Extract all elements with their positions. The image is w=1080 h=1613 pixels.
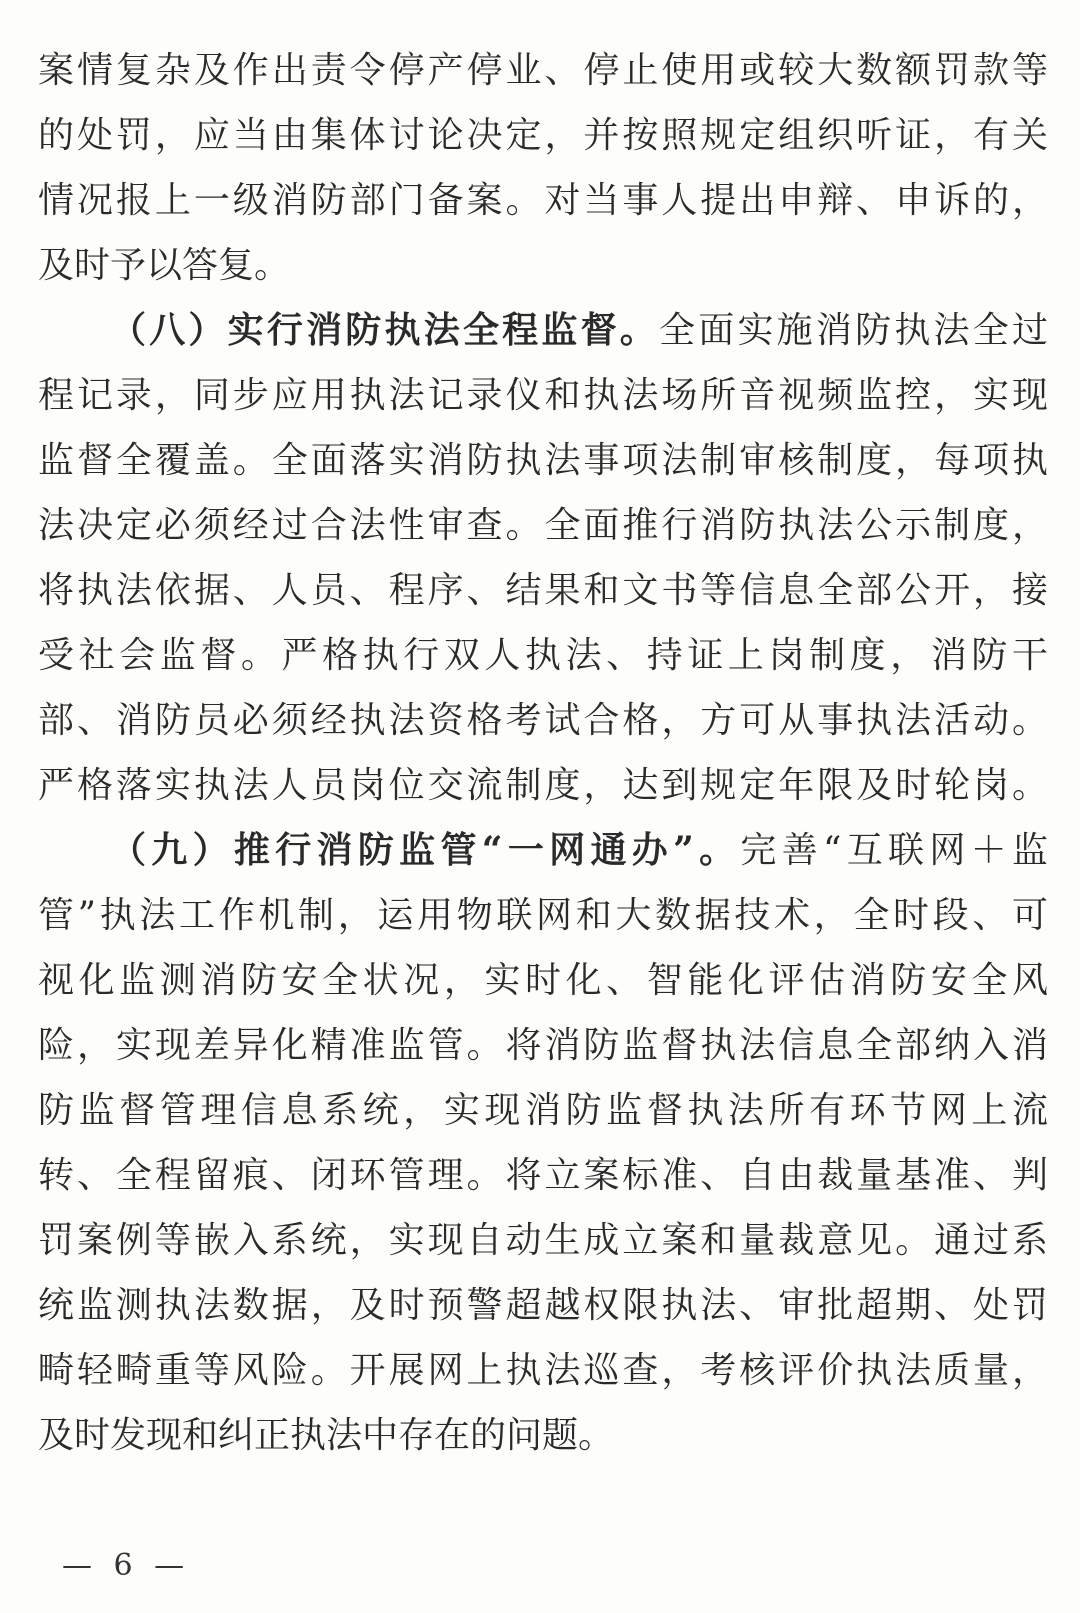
text-line (38, 363, 1048, 428)
line-text: 管”执法工作机制，运用物联网和大数据技术，全时段、可 (38, 895, 1048, 936)
line-text: 案情复杂及作出责令停产停业、停止使用或较大数额罚款等 (38, 50, 1048, 91)
line-text: 及时予以答复。 (38, 245, 291, 286)
text-line (38, 1403, 1048, 1468)
line-text: 防监督管理信息系统，实现消防监督执法所有环节网上流 (38, 1090, 1048, 1131)
text-line (38, 298, 1048, 363)
text-line (38, 1143, 1048, 1208)
line-text: 的处罚，应当由集体讨论决定，并按照规定组织听证，有关 (38, 115, 1048, 156)
text-line (38, 818, 1048, 883)
line-text: 完善“互联网＋监 (740, 830, 1048, 871)
text-line (38, 1338, 1048, 1403)
line-text: 统监测执法数据，及时预警超越权限执法、审批超期、处罚 (38, 1285, 1048, 1326)
body-text (38, 38, 1048, 1468)
line-text: 情况报上一级消防部门备案。对当事人提出申辩、申诉的， (38, 180, 1048, 221)
text-line (38, 1208, 1048, 1273)
section-heading: （八）实行消防执法全程监督。 (110, 309, 660, 351)
text-line (38, 233, 1048, 298)
line-text: 险，实现差异化精准监管。将消防监督执法信息全部纳入消 (38, 1025, 1048, 1066)
text-line (38, 688, 1048, 753)
text-line (38, 948, 1048, 1013)
text-line (38, 883, 1048, 948)
line-text: 将执法依据、人员、程序、结果和文书等信息全部公开，接 (38, 570, 1048, 611)
text-line (38, 1013, 1048, 1078)
line-text: 程记录，同步应用执法记录仪和执法场所音视频监控，实现 (38, 375, 1048, 416)
text-line (38, 1078, 1048, 1143)
line-text: 及时发现和纠正执法中存在的问题。 (38, 1415, 615, 1456)
section-heading: （九）推行消防监管“一网通办”。 (110, 829, 741, 871)
line-text: 严格落实执法人员岗位交流制度，达到规定年限及时轮岗。 (38, 765, 1048, 806)
text-line (38, 753, 1048, 818)
line-text: 畸轻畸重等风险。开展网上执法巡查，考核评价执法质量， (38, 1350, 1048, 1391)
line-text: 监督全覆盖。全面落实消防执法事项法制审核制度，每项执 (38, 440, 1048, 481)
line-text: 罚案例等嵌入系统，实现自动生成立案和量裁意见。通过系 (38, 1220, 1048, 1261)
line-text: 视化监测消防安全状况，实时化、智能化评估消防安全风 (38, 960, 1048, 1001)
line-text: 全面实施消防执法全过 (659, 310, 1048, 351)
text-line (38, 493, 1048, 558)
text-line (38, 623, 1048, 688)
text-line (38, 168, 1048, 233)
line-text: 法决定必须经过合法性审查。全面推行消防执法公示制度， (38, 505, 1048, 546)
page-number: — 6 — (62, 1548, 191, 1583)
text-line (38, 38, 1048, 103)
line-text: 部、消防员必须经执法资格考试合格，方可从事执法活动。 (38, 700, 1048, 741)
line-text: 受社会监督。严格执行双人执法、持证上岗制度，消防干 (38, 635, 1048, 676)
line-text: 转、全程留痕、闭环管理。将立案标准、自由裁量基准、判 (38, 1155, 1048, 1196)
text-line (38, 558, 1048, 623)
text-line (38, 1273, 1048, 1338)
text-line (38, 428, 1048, 493)
text-line (38, 103, 1048, 168)
